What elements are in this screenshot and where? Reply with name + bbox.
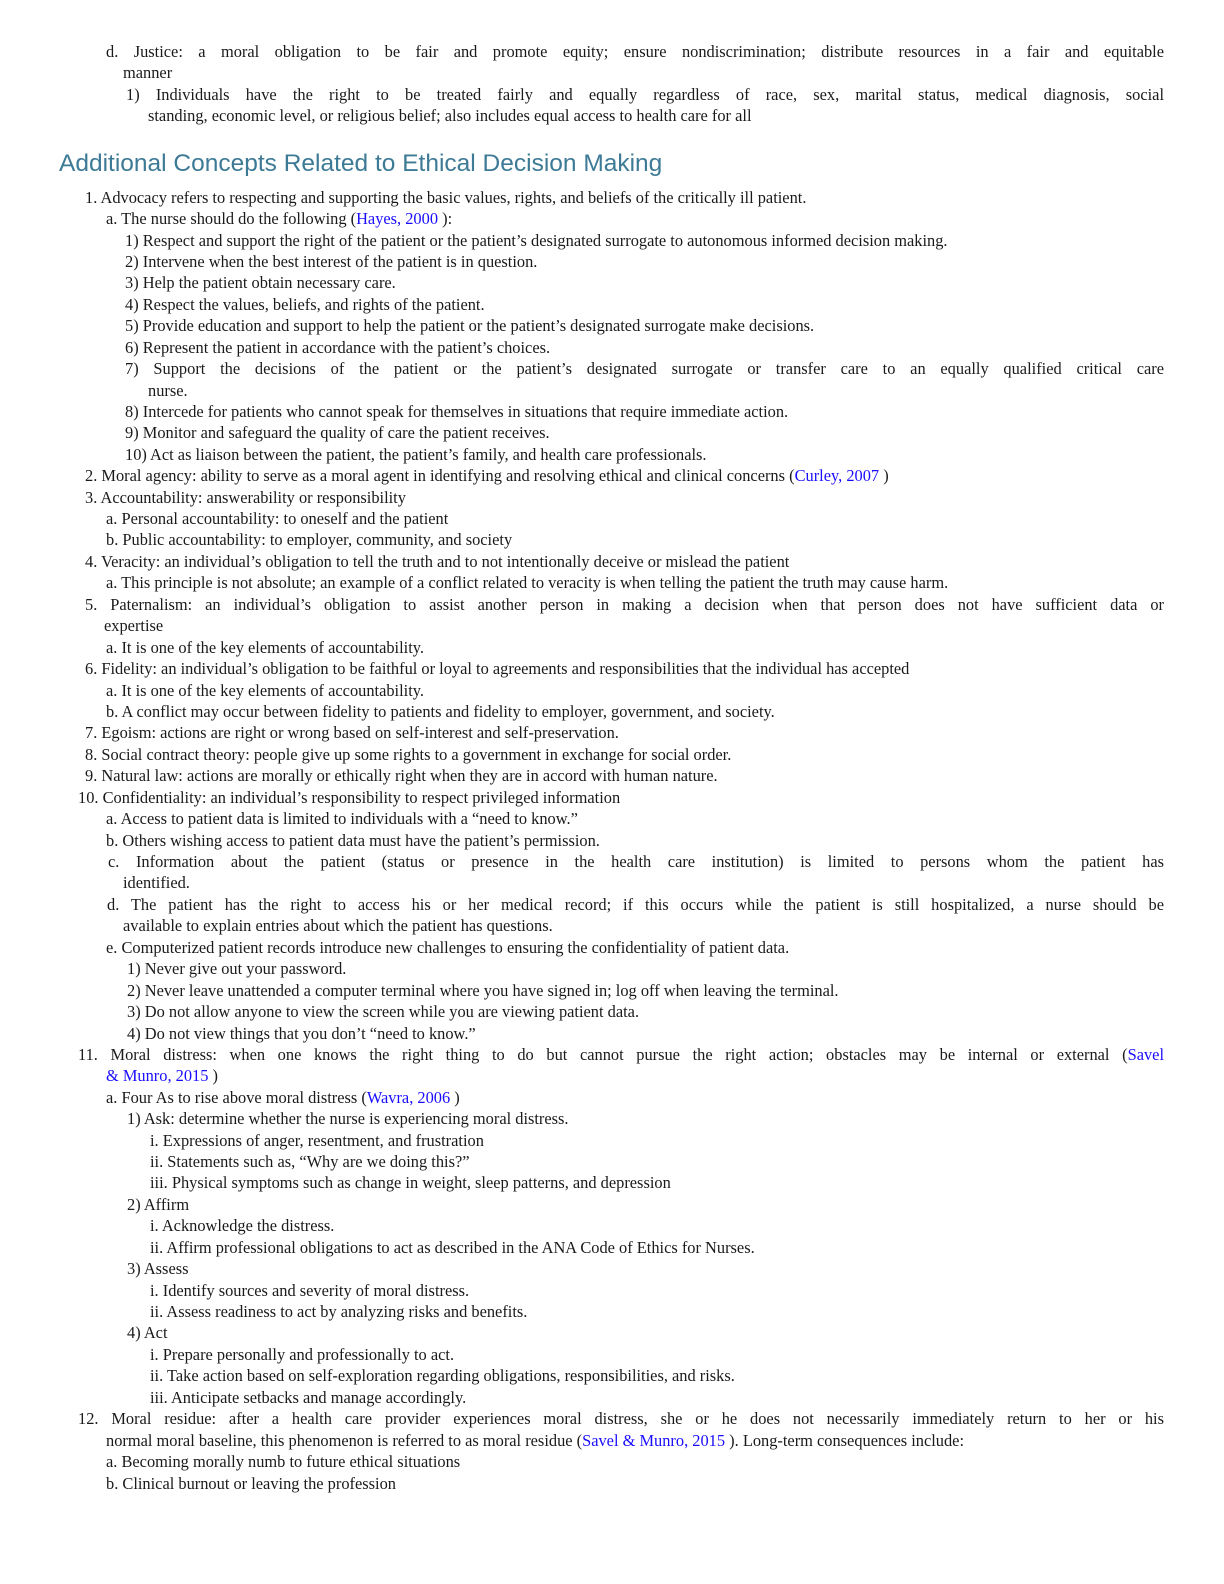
line-text [85,594,1164,615]
line-text [106,1473,396,1494]
line-content-after: ) [879,466,889,485]
citation-link[interactable]: Hayes, 2000 [356,209,439,228]
line-text [106,937,789,958]
line-content: a. Four As to rise above moral distress ( [106,1088,367,1107]
line-content: 4) Respect the values, beliefs, and rights of the patient. [125,295,485,314]
line-content: d. Justice: a moral obligation to be fair and promote equity; ensure nondiscrimination; distribute resources in a fair and equitable [106,42,1164,61]
line-content: d. The patient has the right to access his or her medical record; if this occurs while the patient is still hospitalized, a nurse should be [107,895,1164,914]
line-text [106,1430,964,1451]
line-content: 8. Social contract theory: people give up some rights to a government in exchange for social order. [85,745,732,764]
line-content: 9. Natural law: actions are morally or ethically right when they are in accord with human nature. [85,766,718,785]
line-text [125,315,814,336]
line-text [107,894,1164,915]
line-text [85,765,718,786]
line-content: ii. Affirm professional obligations to act as described in the ANA Code of Ethics for Nurses. [150,1238,755,1257]
line-content: b. Others wishing access to patient data must have the patient’s permission. [106,831,600,850]
line-text [125,422,550,443]
line-content-after: ) [450,1088,460,1107]
line-content: ii. Statements such as, “Why are we doing this?” [150,1152,470,1171]
line-text [106,637,424,658]
line-content: b. Clinical burnout or leaving the profession [106,1474,396,1493]
line-content: 9) Monitor and safeguard the quality of care the patient receives. [125,423,550,442]
line-content-after: ): [438,209,453,228]
line-text [125,337,550,358]
line-text [150,1151,470,1172]
line-content: 4) Act [127,1323,168,1342]
line-content: expertise [104,616,164,635]
line-text [125,230,948,251]
line-content: i. Prepare personally and professionally to act. [150,1345,455,1364]
line-content: i. Expressions of anger, resentment, and frustration [150,1131,484,1150]
line-content: 1. Advocacy refers to respecting and supporting the basic values, rights, and beliefs of the critically ill patient. [85,188,807,207]
line-text [106,830,600,851]
line-text [106,701,775,722]
line-content: ii. Take action based on self-exploration regarding obligations, responsibilities, and risks. [150,1366,735,1385]
line-content: 4) Do not view things that you don’t “need to know.” [127,1024,476,1043]
line-content: 2. Moral agency: ability to serve as a moral agent in identifying and resolving ethical and clinical concerns ( [85,466,795,485]
line-text [150,1365,735,1386]
line-text [78,787,620,808]
line-text [150,1280,469,1301]
line-content: i. Identify sources and severity of moral distress. [150,1281,470,1300]
citation-link[interactable]: & Munro, 2015 [106,1066,209,1085]
line-content: 12. Moral residue: after a health care provider experiences moral distress, she or he does not necessarily immediately return to her or his [78,1409,1164,1428]
line-content: identified. [123,873,190,892]
line-text [85,722,619,743]
line-content: 6) Represent the patient in accordance with the patient’s choices. [125,338,551,357]
line-content: 10. Confidentiality: an individual’s responsibility to respect privileged information [78,788,621,807]
line-content: 2) Never leave unattended a computer terminal where you have signed in; log off when leaving the terminal. [127,981,839,1000]
line-text [106,41,1164,62]
line-content: a. It is one of the key elements of accountability. [106,638,424,657]
section-heading: Additional Concepts Related to Ethical Decision Making [59,150,663,177]
line-text [85,487,406,508]
line-content: manner [123,63,173,82]
line-text [127,958,346,979]
line-text [150,1387,466,1408]
line-content: a. This principle is not absolute; an example of a conflict related to veracity is when telling the patient the truth may cause harm. [106,573,949,592]
line-content: 3) Do not allow anyone to view the screen while you are viewing patient data. [127,1002,640,1021]
line-text [150,1301,527,1322]
line-text [106,572,948,593]
line-content: a. Becoming morally numb to future ethical situations [106,1452,461,1471]
line-text [150,1130,484,1151]
line-text [125,401,788,422]
line-text [125,272,396,293]
line-text [125,444,707,465]
line-text [106,529,512,550]
line-content: 3) Help the patient obtain necessary care. [125,273,396,292]
line-content: c. Information about the patient (status or presence in the health care institution) is limited to persons whom the patient has [108,852,1164,871]
line-text [123,872,190,893]
citation-link[interactable]: Curley, 2007 [794,466,880,485]
line-content: 3) Assess [127,1259,189,1278]
line-content: 8) Intercede for patients who cannot speak for themselves in situations that require immediate action. [125,402,789,421]
line-content: i. Acknowledge the distress. [150,1216,335,1235]
line-text [85,187,806,208]
line-content: 11. Moral distress: when one knows the right thing to do but cannot pursue the right action; obstacles may be internal or external ( [78,1045,1128,1064]
line-text [106,208,452,229]
line-text [85,551,789,572]
line-text [127,1194,189,1215]
line-text [126,84,1164,105]
line-text [106,1087,460,1108]
line-text [127,1322,168,1343]
line-text [85,744,731,765]
line-text [85,658,909,679]
citation-link[interactable]: Wavra, 2006 [366,1088,451,1107]
line-content: b. A conflict may occur between fidelity to patients and fidelity to employer, government, and society. [106,702,775,721]
line-text [150,1215,334,1236]
line-text [106,680,424,701]
line-content: normal moral baseline, this phenomenon is referred to as moral residue ( [106,1431,583,1450]
line-text [148,105,752,126]
line-content-after: ) [208,1066,219,1085]
line-text [123,915,553,936]
line-text [106,1065,218,1086]
line-text [106,808,578,829]
citation-link[interactable]: Savel & Munro, 2015 [582,1431,726,1450]
line-text [127,1023,476,1044]
line-content: a. The nurse should do the following ( [106,209,357,228]
line-content: b. Public accountability: to employer, community, and society [106,530,513,549]
line-text [108,851,1164,872]
line-content: 5. Paternalism: an individual’s obligation to assist another person in making a decision when that person does not have sufficient data or [85,595,1164,614]
line-content: e. Computerized patient records introduce new challenges to ensuring the confidentiality of patient data. [106,938,790,957]
line-content: 7) Support the decisions of the patient or the patient’s designated surrogate or transfer care to an equally qualified critical care [125,359,1164,378]
line-text [125,251,537,272]
line-content: 4. Veracity: an individual’s obligation to tell the truth and to not intentionally deceive or mislead the patient [85,552,790,571]
line-content: 2) Affirm [127,1195,190,1214]
line-content: 7. Egoism: actions are right or wrong based on self-interest and self-preservation. [85,723,619,742]
line-content: a. It is one of the key elements of accountability. [106,681,424,700]
line-text [106,1451,460,1472]
line-content: 1) Individuals have the right to be treated fairly and equally regardless of race, sex, marital status, medical diagnosis, social [126,85,1164,104]
line-text [85,465,889,486]
line-text [127,1108,569,1129]
line-text [125,358,1164,379]
line-text [150,1237,755,1258]
line-content: available to explain entries about which the patient has questions. [123,916,553,935]
line-text [150,1344,454,1365]
line-content: 1) Respect and support the right of the patient or the patient’s designated surrogate to autonomous informed decision making. [125,231,948,250]
line-text [104,615,163,636]
line-content: standing, economic level, or religious belief; also includes equal access to health care for all [148,106,752,125]
line-content: 10) Act as liaison between the patient, the patient’s family, and health care professionals. [125,445,707,464]
line-content: 3. Accountability: answerability or responsibility [85,488,406,507]
line-content: 2) Intervene when the best interest of the patient is in question. [125,252,538,271]
line-content: ii. Assess readiness to act by analyzing risks and benefits. [150,1302,528,1321]
line-content: iii. Physical symptoms such as change in weight, sleep patterns, and depression [150,1173,671,1192]
line-content: nurse. [148,381,188,400]
line-text [106,508,448,529]
line-text [127,1258,188,1279]
line-text [127,980,839,1001]
line-text [127,1001,639,1022]
line-content: 5) Provide education and support to help the patient or the patient’s designated surrogate make decisions. [125,316,815,335]
line-text [150,1172,671,1193]
line-text [148,380,188,401]
line-text [78,1408,1164,1429]
line-content: 1) Ask: determine whether the nurse is experiencing moral distress. [127,1109,569,1128]
line-text [125,294,485,315]
line-text [123,62,172,83]
line-content: 1) Never give out your password. [127,959,347,978]
line-content: 6. Fidelity: an individual’s obligation to be faithful or loyal to agreements and responsibilities that the individual has accepted [85,659,910,678]
citation-link[interactable]: Savel [1127,1045,1164,1064]
line-content: a. Personal accountability: to oneself and the patient [106,509,449,528]
line-content: a. Access to patient data is limited to individuals with a “need to know.” [106,809,578,828]
line-content: iii. Anticipate setbacks and manage accordingly. [150,1388,467,1407]
line-text [78,1044,1164,1065]
line-content-after: ). Long-term consequences include: [725,1431,965,1450]
